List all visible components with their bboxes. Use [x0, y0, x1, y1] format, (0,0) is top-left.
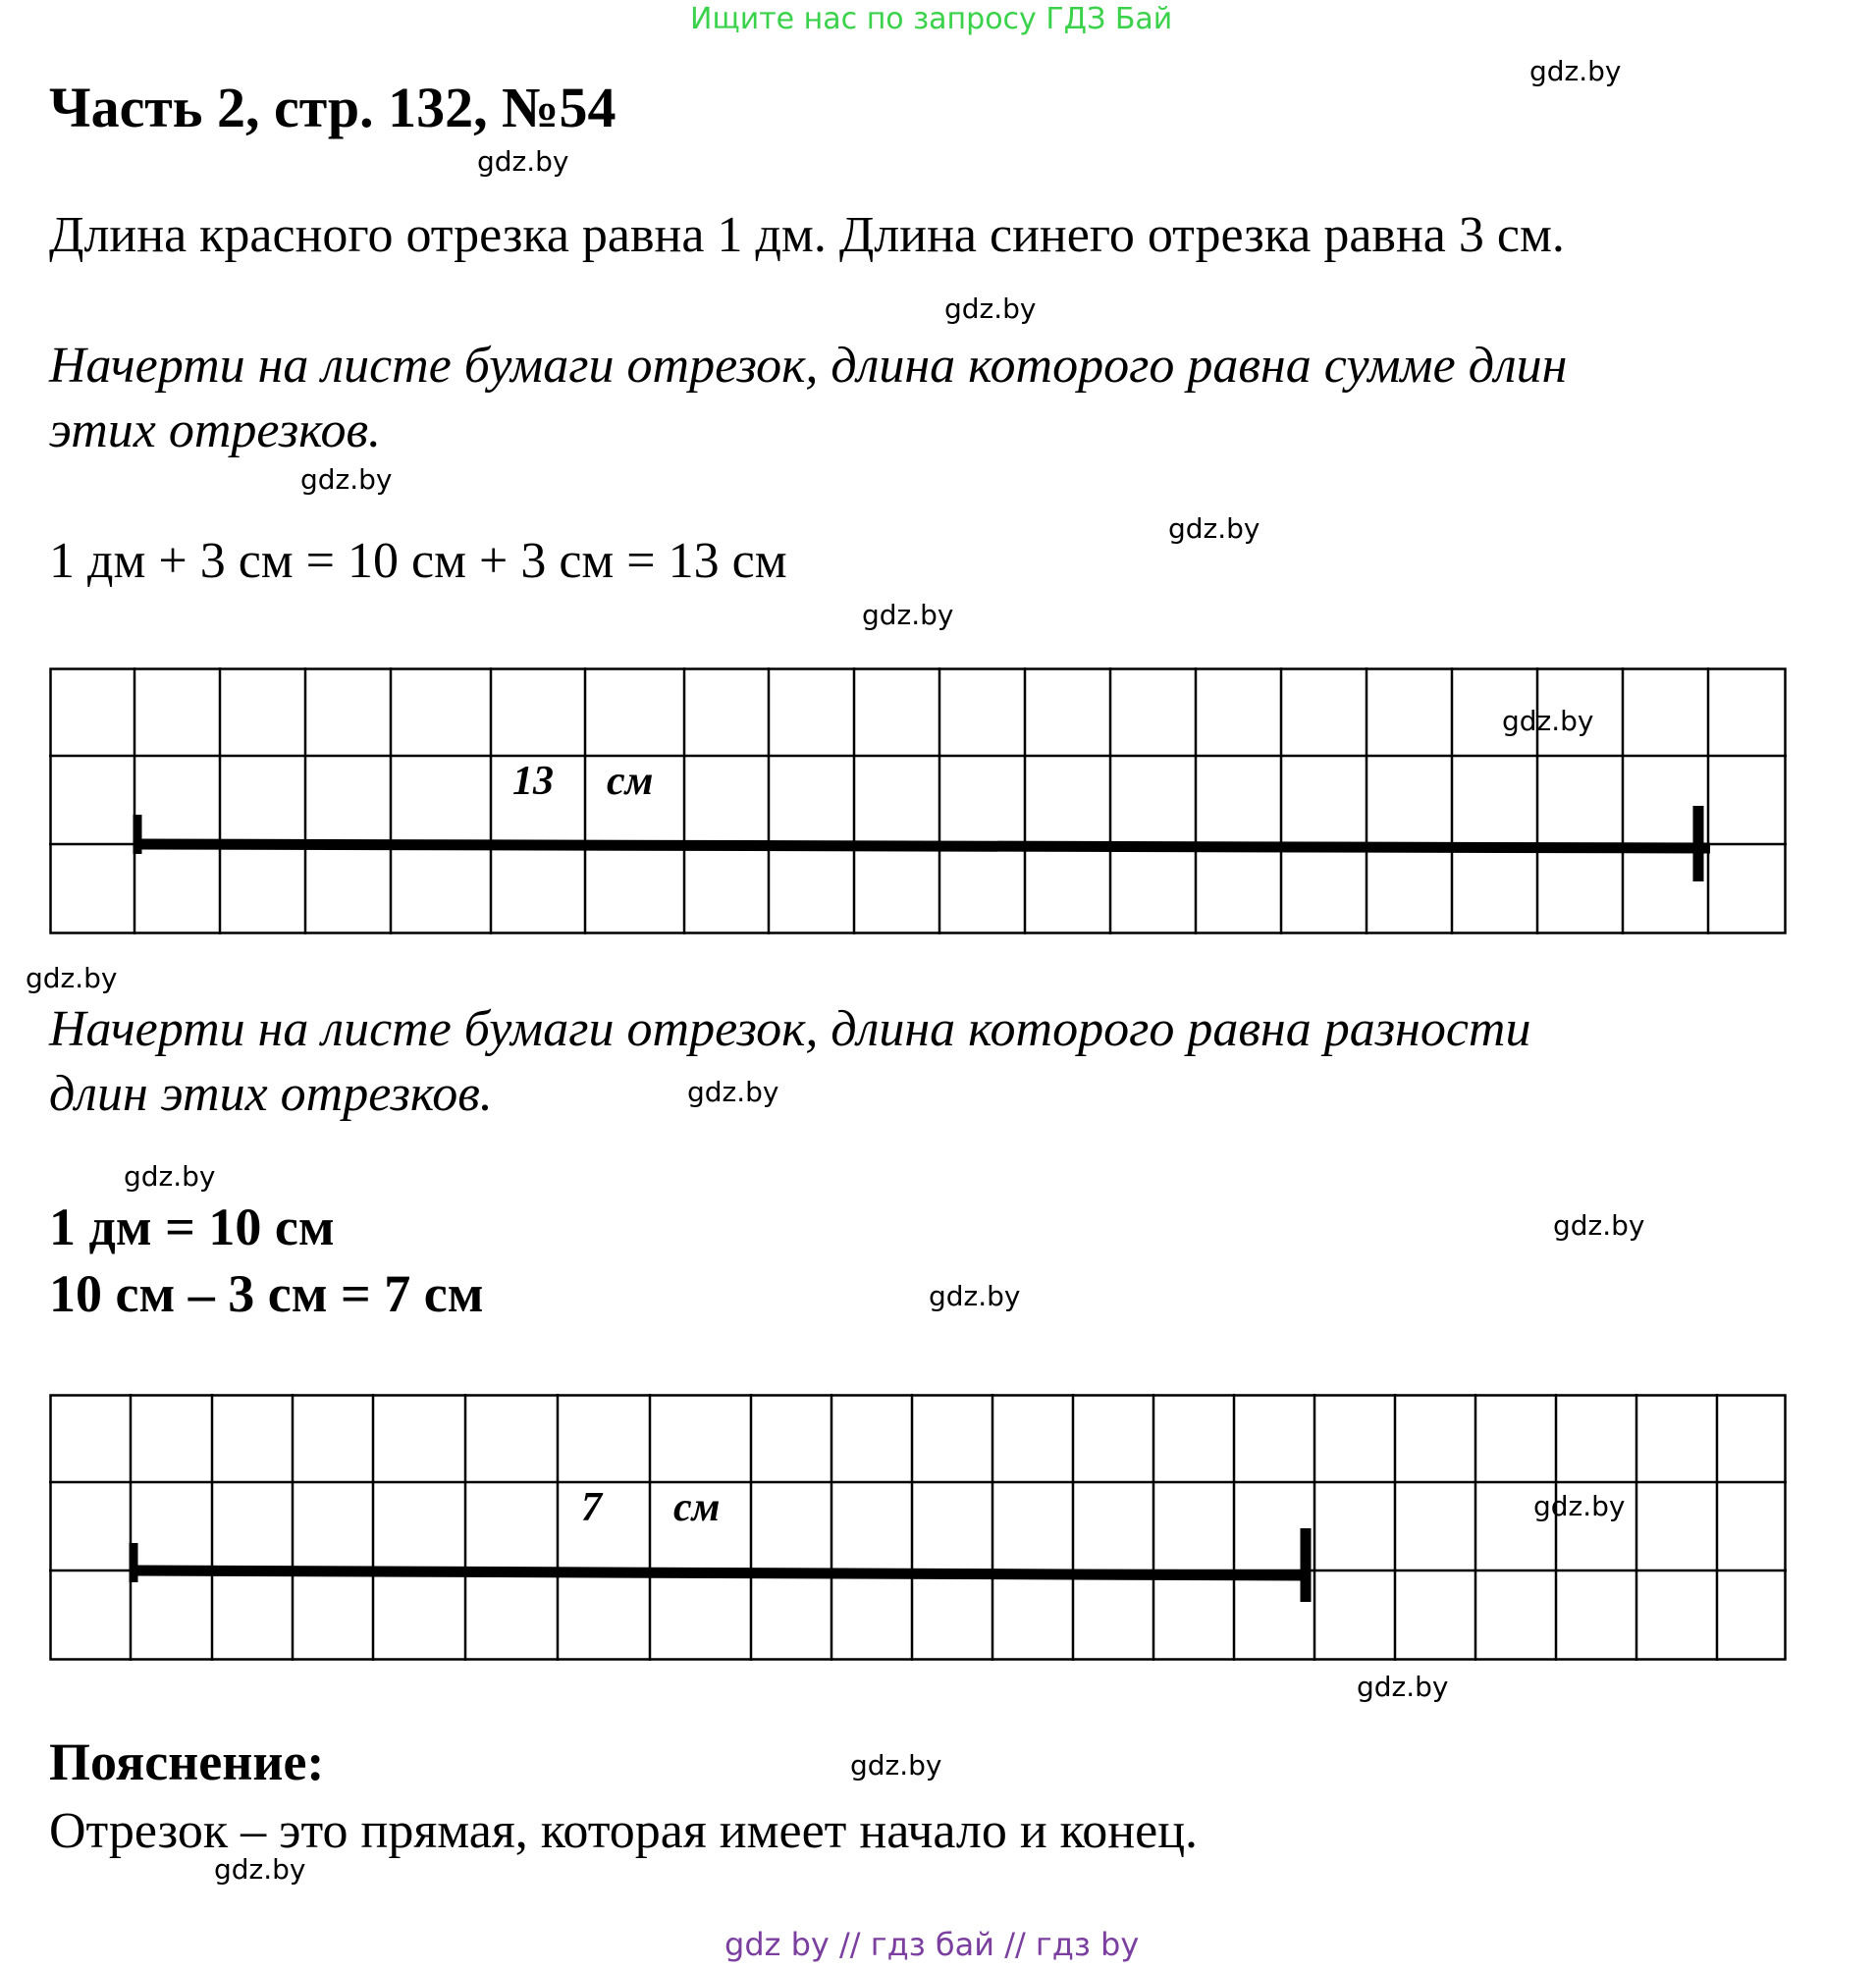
watermark: gdz.by — [1533, 1490, 1626, 1522]
watermark: gdz.by — [1502, 705, 1594, 737]
explanation-text: Отрезок – это прямая, которая имеет начало и конец. — [49, 1803, 1199, 1859]
page-title: Часть 2, стр. 132, №54 — [49, 76, 616, 139]
watermark: gdz.by — [1529, 55, 1622, 87]
watermark: gdz.by — [214, 1853, 306, 1886]
segment1-value: 13 — [512, 759, 554, 804]
watermark: gdz.by — [944, 293, 1037, 325]
watermark: gdz.by — [124, 1160, 216, 1193]
segment1-unit: см — [607, 759, 654, 804]
problem-statement: Длина красного отрезка равна 1 дм. Длина синего отрезка равна 3 см. — [49, 207, 1565, 263]
task2-text — [49, 997, 1530, 1127]
segment2-value: 7 — [581, 1485, 602, 1530]
watermark: gdz.by — [862, 599, 954, 631]
segment-13cm — [137, 806, 1710, 881]
segment2-unit: см — [673, 1485, 721, 1530]
watermark: gdz.by — [1553, 1209, 1645, 1242]
watermark: gdz.by — [850, 1749, 942, 1782]
task1-calc: 1 дм + 3 см = 10 см + 3 см = 13 см — [49, 533, 787, 589]
task2-calc1: 1 дм = 10 см — [49, 1197, 335, 1256]
top-banner[interactable]: Ищите нас по запросу ГДЗ Бай — [690, 2, 1173, 36]
watermark: gdz.by — [687, 1076, 779, 1108]
task1-line2: этих отрезков. — [49, 402, 382, 458]
task2-calc — [49, 1194, 484, 1327]
watermark: gdz.by — [1168, 512, 1260, 545]
segment-7cm — [134, 1528, 1308, 1602]
watermark: gdz.by — [929, 1280, 1021, 1312]
watermark: gdz.by — [477, 145, 569, 178]
watermark: gdz.by — [26, 962, 118, 994]
watermark: gdz.by — [300, 463, 393, 496]
task1-text — [49, 334, 1567, 463]
footer-links[interactable]: gdz by // гдз бай // гдз by — [724, 1926, 1140, 1963]
task1-line1: Начерти на листе бумаги отрезок, длина которого равна сумме длин — [49, 338, 1568, 394]
task2-line2: длин этих отрезков. — [49, 1066, 493, 1122]
task2-line1: Начерти на листе бумаги отрезок, длина которого равна разности — [49, 1001, 1531, 1057]
watermark: gdz.by — [1357, 1671, 1449, 1703]
explanation-heading: Пояснение: — [49, 1732, 325, 1791]
grid-2 — [49, 1394, 1787, 1661]
task2-calc2: 10 см – 3 см = 7 см — [49, 1264, 484, 1323]
